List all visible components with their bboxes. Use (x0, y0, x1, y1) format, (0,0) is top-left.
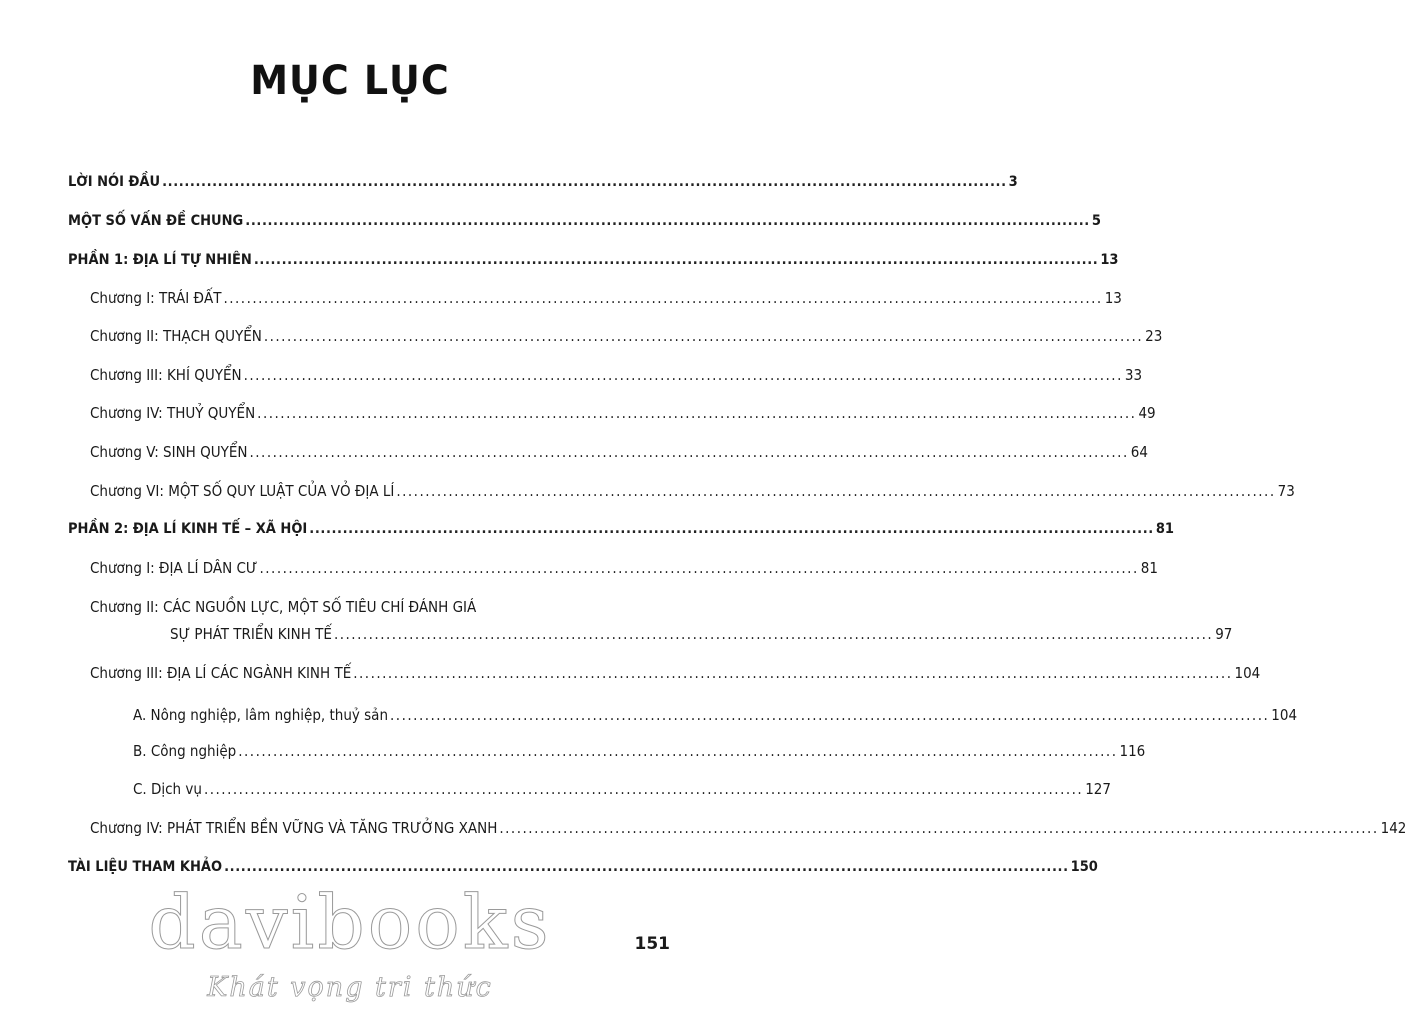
leader-dots: ........................................................................................................................................................ (259, 559, 1139, 577)
leader-dots: ........................................................................................................................................................ (245, 213, 1090, 229)
toc-entry-section (133, 741, 1146, 761)
toc-entry-references (68, 857, 1098, 877)
leader-dots: ........................................................................................................................................................ (333, 625, 1214, 643)
toc-entry-chapter (90, 818, 1406, 838)
toc-entry-label: Chương III: KHÍ QUYỂN (90, 366, 242, 384)
leader-dots: ........................................................................................................................................................ (162, 174, 1007, 190)
toc-entry-label: TÀI LIỆU THAM KHẢO (68, 859, 223, 875)
toc-entry-label: B. Công nghiệp (133, 742, 237, 760)
toc-entry-chapter (90, 663, 1261, 683)
toc-entry-page: 33 (1124, 366, 1143, 384)
toc-entry-label: C. Dịch vụ (133, 780, 202, 798)
toc-entry-page: 64 (1130, 443, 1148, 461)
page-number: 151 (634, 934, 670, 954)
toc-entry-label: Chương III: ĐỊA LÍ CÁC NGÀNH KINH TẾ (90, 664, 352, 682)
toc-entry-label: LỜI NÓI ĐẦU (68, 174, 161, 190)
leader-dots: ........................................................................................................................................................ (257, 404, 1137, 422)
toc-entry-page: 142 (1380, 819, 1406, 837)
leader-dots: ........................................................................................................................................................ (390, 706, 1270, 724)
toc-entry-page: 13 (1104, 289, 1122, 307)
leader-dots: ........................................................................................................................................................ (243, 366, 1123, 384)
toc-entry-page: 81 (1140, 559, 1158, 577)
toc-entry-page: 81 (1155, 521, 1174, 537)
toc-entry-page: 73 (1277, 482, 1295, 500)
toc-entry-label-line-1: Chương II: CÁC NGUỒN LỰC, MỘT SỐ TIÊU CHÍ ĐÁNH GIÁ (90, 598, 477, 616)
toc-entry-chapter (90, 403, 1156, 423)
toc-entry-chapter (90, 558, 1158, 578)
toc-entry-label: Chương I: TRÁI ĐẤT (90, 289, 222, 307)
toc-entry-label: MỘT SỐ VẤN ĐỀ CHUNG (68, 213, 244, 229)
toc-entry-page: 150 (1070, 859, 1098, 875)
toc-entry-page: 23 (1145, 327, 1163, 345)
toc-entry-page: 104 (1234, 664, 1261, 682)
leader-dots: ........................................................................................................................................................ (203, 780, 1084, 798)
toc-entry-page: 104 (1271, 706, 1298, 724)
leader-dots: ........................................................................................................................................................ (353, 664, 1233, 682)
toc-entry-chapter (90, 288, 1122, 308)
toc-entry-page: 97 (1215, 625, 1233, 643)
leader-dots: ........................................................................................................................................................ (263, 327, 1144, 345)
toc-entry-label: Chương IV: THUỶ QUYỂN (90, 404, 256, 422)
toc-entry-chapter (90, 442, 1148, 462)
toc-entry-general-issues (68, 211, 1101, 231)
watermark-brand: davibooks (148, 880, 552, 966)
toc-entry-label: Chương IV: PHÁT TRIỂN BỀN VỮNG VÀ TĂNG TRƯỞNG XANH (90, 819, 498, 837)
leader-dots: ........................................................................................................................................................ (309, 521, 1154, 537)
toc-entry-page: 116 (1119, 742, 1146, 760)
leader-dots: ........................................................................................................................................................ (499, 819, 1379, 837)
toc-entry-label: Chương II: THẠCH QUYỂN (90, 327, 262, 345)
toc-entry-label: A. Nông nghiệp, lâm nghiệp, thuỷ sản (133, 706, 389, 724)
toc-entry-page: 13 (1100, 252, 1119, 268)
toc-entry-label: Chương I: ĐỊA LÍ DÂN CƯ (90, 559, 258, 577)
toc-entry-part-1 (68, 250, 1119, 270)
leader-dots: ........................................................................................................................................................ (249, 443, 1129, 461)
leader-dots: ........................................................................................................................................................ (223, 289, 1103, 307)
toc-entry-chapter (90, 326, 1163, 346)
leader-dots: ........................................................................................................................................................ (396, 482, 1276, 500)
page-title: MỤC LỤC (250, 58, 450, 104)
toc-entry-label: Chương V: SINH QUYỂN (90, 443, 248, 461)
toc-entry-chapter (90, 481, 1295, 501)
toc-entry-label: Chương VI: MỘT SỐ QUY LUẬT CỦA VỎ ĐỊA LÍ (90, 482, 395, 500)
toc-entry-label-line-2: SỰ PHÁT TRIỂN KINH TẾ (170, 625, 332, 643)
toc-entry-chapter (90, 365, 1143, 385)
toc-entry-label: PHẦN 2: ĐỊA LÍ KINH TẾ – XÃ HỘI (68, 521, 308, 537)
watermark-slogan: Khát vọng tri thức (207, 972, 493, 1003)
toc-entry-preface (68, 172, 1018, 192)
toc-entry-chapter (170, 624, 1233, 644)
toc-entry-page: 5 (1091, 213, 1101, 229)
toc-entry-page: 3 (1008, 174, 1018, 190)
leader-dots: ........................................................................................................................................................ (238, 742, 1118, 760)
leader-dots: ........................................................................................................................................................ (253, 252, 1099, 268)
toc-entry-part-2 (68, 519, 1174, 539)
toc-entry-section (133, 779, 1111, 799)
toc-entry-page: 49 (1138, 404, 1156, 422)
toc-entry-section (133, 705, 1298, 725)
toc-entry-label: PHẦN 1: ĐỊA LÍ TỰ NHIÊN (68, 252, 252, 268)
leader-dots: ........................................................................................................................................................ (224, 859, 1069, 875)
toc-entry-page: 127 (1085, 780, 1111, 798)
